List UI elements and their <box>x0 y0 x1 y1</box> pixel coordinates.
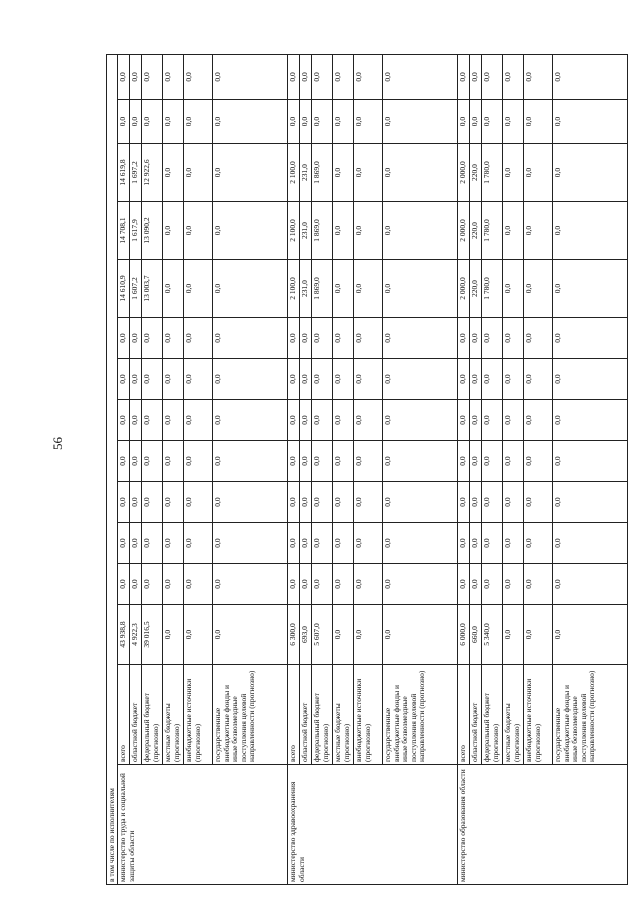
value-cell: 0,0 <box>503 400 524 441</box>
value-cell: 0,0 <box>354 359 383 400</box>
source-label-cell: местные бюджеты (прогнозно) <box>503 665 524 765</box>
value-cell: 0,0 <box>213 54 288 99</box>
value-cell: 0,0 <box>458 523 470 564</box>
value-cell: 0,0 <box>163 318 184 359</box>
value-cell: 1 780,0 <box>482 260 503 318</box>
value-cell: 0,0 <box>213 400 288 441</box>
value-cell: 2 100,0 <box>288 144 300 202</box>
value-cell: 0,0 <box>288 523 300 564</box>
value-cell: 0,0 <box>118 441 130 482</box>
source-label-cell: всего <box>118 665 130 765</box>
value-cell: 0,0 <box>553 260 628 318</box>
value-cell: 660,0 <box>470 605 482 665</box>
value-cell: 0,0 <box>184 144 213 202</box>
value-cell: 0,0 <box>163 564 184 605</box>
value-cell: 0,0 <box>130 564 142 605</box>
value-cell: 0,0 <box>482 400 503 441</box>
value-cell: 0,0 <box>213 359 288 400</box>
value-cell: 0,0 <box>354 441 383 482</box>
value-cell: 0,0 <box>524 202 553 260</box>
value-cell: 0,0 <box>458 359 470 400</box>
source-label-cell: государственные внебюджетные фонды и иные безвозмездные поступления целевой направленности (прогнозно) <box>553 665 628 765</box>
table-row <box>163 54 184 884</box>
value-cell: 0,0 <box>524 359 553 400</box>
value-cell: 220,0 <box>470 260 482 318</box>
value-cell: 0,0 <box>300 441 312 482</box>
value-cell: 0,0 <box>482 564 503 605</box>
value-cell: 0,0 <box>553 564 628 605</box>
source-label-cell: местные бюджеты (прогнозно) <box>333 665 354 765</box>
value-cell: 0,0 <box>163 441 184 482</box>
value-cell: 0,0 <box>163 260 184 318</box>
value-cell: 13 090,2 <box>142 202 163 260</box>
value-cell: 0,0 <box>142 100 163 144</box>
value-cell: 0,0 <box>383 564 458 605</box>
value-cell: 0,0 <box>184 441 213 482</box>
value-cell: 0,0 <box>553 523 628 564</box>
value-cell: 0,0 <box>288 100 300 144</box>
value-cell: 0,0 <box>184 564 213 605</box>
value-cell: 0,0 <box>184 359 213 400</box>
value-cell: 0,0 <box>163 359 184 400</box>
value-cell: 0,0 <box>354 100 383 144</box>
value-cell: 2 100,0 <box>288 202 300 260</box>
value-cell: 0,0 <box>163 100 184 144</box>
value-cell: 0,0 <box>163 523 184 564</box>
source-label-cell: государственные внебюджетные фонды и иные безвозмездные поступления целевой направленности (прогнозно) <box>213 665 288 765</box>
value-cell: 5 340,0 <box>482 605 503 665</box>
value-cell: 0,0 <box>163 54 184 99</box>
value-cell: 0,0 <box>470 54 482 99</box>
source-label-cell: всего <box>288 665 300 765</box>
source-label-cell: областной бюджет <box>470 665 482 765</box>
value-cell: 0,0 <box>333 523 354 564</box>
value-cell: 0,0 <box>482 482 503 523</box>
value-cell: 0,0 <box>482 441 503 482</box>
value-cell: 0,0 <box>470 400 482 441</box>
value-cell: 0,0 <box>300 564 312 605</box>
value-cell: 0,0 <box>333 54 354 99</box>
value-cell: 0,0 <box>312 564 333 605</box>
value-cell: 0,0 <box>118 359 130 400</box>
value-cell: 0,0 <box>458 54 470 99</box>
value-cell: 0,0 <box>288 482 300 523</box>
value-cell: 0,0 <box>184 523 213 564</box>
source-label-cell: государственные внебюджетные фонды и иные безвозмездные поступления целевой направленности (прогнозно) <box>383 665 458 765</box>
value-cell: 0,0 <box>130 359 142 400</box>
value-cell: 0,0 <box>470 441 482 482</box>
value-cell: 14 619,8 <box>118 144 130 202</box>
value-cell: 0,0 <box>142 318 163 359</box>
table-row <box>130 54 142 884</box>
table-row <box>213 54 288 884</box>
value-cell: 0,0 <box>333 400 354 441</box>
value-cell: 0,0 <box>383 202 458 260</box>
value-cell: 0,0 <box>333 441 354 482</box>
value-cell: 0,0 <box>184 400 213 441</box>
value-cell: 0,0 <box>553 482 628 523</box>
value-cell: 0,0 <box>333 605 354 665</box>
value-cell: 1 607,2 <box>130 260 142 318</box>
value-cell: 1 869,0 <box>312 202 333 260</box>
value-cell: 0,0 <box>130 441 142 482</box>
value-cell: 0,0 <box>470 523 482 564</box>
value-cell: 0,0 <box>130 54 142 99</box>
source-label-cell: областной бюджет <box>130 665 142 765</box>
value-cell: 0,0 <box>333 100 354 144</box>
value-cell: 220,0 <box>470 144 482 202</box>
value-cell: 13 003,7 <box>142 260 163 318</box>
table-row <box>383 54 458 884</box>
value-cell: 0,0 <box>213 441 288 482</box>
value-cell: 0,0 <box>163 605 184 665</box>
value-cell: 14 610,9 <box>118 260 130 318</box>
table-row <box>333 54 354 884</box>
value-cell: 0,0 <box>288 318 300 359</box>
value-cell: 0,0 <box>503 144 524 202</box>
value-cell: 0,0 <box>130 100 142 144</box>
value-cell: 0,0 <box>142 400 163 441</box>
value-cell: 0,0 <box>333 202 354 260</box>
value-cell: 2 000,0 <box>458 202 470 260</box>
source-label-cell: федеральный бюджет (прогнозно) <box>482 665 503 765</box>
value-cell: 231,0 <box>300 202 312 260</box>
source-label-cell: внебюджетные источники (прогнозно) <box>524 665 553 765</box>
value-cell: 39 016,5 <box>142 605 163 665</box>
value-cell: 0,0 <box>213 523 288 564</box>
value-cell: 0,0 <box>354 54 383 99</box>
value-cell: 0,0 <box>288 54 300 99</box>
rotated-table-wrapper <box>106 55 597 885</box>
value-cell: 0,0 <box>383 144 458 202</box>
value-cell: 0,0 <box>118 523 130 564</box>
value-cell: 0,0 <box>354 523 383 564</box>
value-cell: 0,0 <box>524 605 553 665</box>
value-cell: 0,0 <box>333 359 354 400</box>
value-cell: 0,0 <box>288 359 300 400</box>
value-cell: 0,0 <box>524 318 553 359</box>
value-cell: 0,0 <box>354 400 383 441</box>
value-cell: 0,0 <box>142 359 163 400</box>
value-cell: 0,0 <box>142 482 163 523</box>
value-cell: 0,0 <box>503 482 524 523</box>
value-cell: 0,0 <box>300 100 312 144</box>
value-cell: 0,0 <box>503 441 524 482</box>
value-cell: 0,0 <box>470 482 482 523</box>
value-cell: 0,0 <box>118 482 130 523</box>
table-row <box>118 54 130 884</box>
value-cell: 0,0 <box>213 482 288 523</box>
value-cell: 0,0 <box>184 100 213 144</box>
header-cell: в том числе по исполнителям <box>107 54 118 884</box>
value-cell: 0,0 <box>503 359 524 400</box>
value-cell: 0,0 <box>300 318 312 359</box>
value-cell: 0,0 <box>470 564 482 605</box>
value-cell: 0,0 <box>213 202 288 260</box>
value-cell: 0,0 <box>142 441 163 482</box>
value-cell: 0,0 <box>300 482 312 523</box>
value-cell: 1 697,2 <box>130 144 142 202</box>
value-cell: 0,0 <box>333 564 354 605</box>
value-cell: 0,0 <box>553 605 628 665</box>
budget-table <box>106 54 628 885</box>
value-cell: 0,0 <box>163 202 184 260</box>
value-cell: 1 780,0 <box>482 202 503 260</box>
value-cell: 0,0 <box>312 359 333 400</box>
value-cell: 0,0 <box>458 482 470 523</box>
value-cell: 0,0 <box>553 318 628 359</box>
value-cell: 0,0 <box>163 482 184 523</box>
value-cell: 0,0 <box>300 54 312 99</box>
value-cell: 0,0 <box>312 318 333 359</box>
value-cell: 0,0 <box>213 100 288 144</box>
source-label-cell: областной бюджет <box>300 665 312 765</box>
value-cell: 0,0 <box>503 202 524 260</box>
value-cell: 0,0 <box>482 359 503 400</box>
value-cell: 0,0 <box>482 523 503 564</box>
value-cell: 0,0 <box>118 318 130 359</box>
value-cell: 0,0 <box>354 144 383 202</box>
value-cell: 0,0 <box>130 318 142 359</box>
value-cell: 0,0 <box>118 400 130 441</box>
value-cell: 0,0 <box>142 523 163 564</box>
value-cell: 0,0 <box>383 523 458 564</box>
value-cell: 0,0 <box>213 318 288 359</box>
value-cell: 0,0 <box>383 260 458 318</box>
value-cell: 0,0 <box>213 564 288 605</box>
value-cell: 0,0 <box>312 441 333 482</box>
value-cell: 0,0 <box>524 100 553 144</box>
value-cell: 0,0 <box>482 100 503 144</box>
value-cell: 0,0 <box>503 523 524 564</box>
value-cell: 0,0 <box>503 100 524 144</box>
value-cell: 4 922,3 <box>130 605 142 665</box>
value-cell: 0,0 <box>333 482 354 523</box>
source-label-cell: федеральный бюджет (прогнозно) <box>312 665 333 765</box>
value-cell: 0,0 <box>383 318 458 359</box>
value-cell: 0,0 <box>553 144 628 202</box>
value-cell: 0,0 <box>458 318 470 359</box>
value-cell: 0,0 <box>553 441 628 482</box>
value-cell: 0,0 <box>524 441 553 482</box>
value-cell: 0,0 <box>300 523 312 564</box>
value-cell: 0,0 <box>333 144 354 202</box>
executor-cell: министерство труда и социальной защиты области <box>118 765 288 885</box>
value-cell: 0,0 <box>458 564 470 605</box>
value-cell: 0,0 <box>312 400 333 441</box>
value-cell: 0,0 <box>312 54 333 99</box>
table-row <box>142 54 163 884</box>
table-row <box>312 54 333 884</box>
value-cell: 0,0 <box>458 400 470 441</box>
value-cell: 0,0 <box>184 482 213 523</box>
value-cell: 0,0 <box>503 605 524 665</box>
value-cell: 1 869,0 <box>312 144 333 202</box>
value-cell: 0,0 <box>383 54 458 99</box>
value-cell: 0,0 <box>482 318 503 359</box>
value-cell: 0,0 <box>553 54 628 99</box>
value-cell: 0,0 <box>553 202 628 260</box>
value-cell: 0,0 <box>354 260 383 318</box>
value-cell: 0,0 <box>354 482 383 523</box>
table-row <box>524 54 553 884</box>
value-cell: 0,0 <box>213 144 288 202</box>
value-cell: 0,0 <box>142 564 163 605</box>
value-cell: 0,0 <box>383 605 458 665</box>
value-cell: 0,0 <box>118 564 130 605</box>
table-row <box>288 54 300 884</box>
value-cell: 0,0 <box>524 400 553 441</box>
value-cell: 0,0 <box>524 260 553 318</box>
value-cell: 0,0 <box>458 441 470 482</box>
table-row <box>503 54 524 884</box>
executor-cell: министерство образования области <box>458 765 628 885</box>
value-cell: 0,0 <box>383 400 458 441</box>
value-cell: 0,0 <box>333 318 354 359</box>
value-cell: 0,0 <box>553 359 628 400</box>
table-header-row <box>107 54 118 884</box>
value-cell: 2 000,0 <box>458 144 470 202</box>
table-row <box>482 54 503 884</box>
value-cell: 0,0 <box>300 400 312 441</box>
value-cell: 0,0 <box>524 564 553 605</box>
value-cell: 0,0 <box>553 100 628 144</box>
value-cell: 0,0 <box>524 523 553 564</box>
value-cell: 0,0 <box>213 260 288 318</box>
value-cell: 231,0 <box>300 144 312 202</box>
value-cell: 0,0 <box>458 100 470 144</box>
value-cell: 0,0 <box>524 482 553 523</box>
value-cell: 0,0 <box>503 260 524 318</box>
table-row <box>300 54 312 884</box>
value-cell: 14 708,1 <box>118 202 130 260</box>
value-cell: 0,0 <box>288 400 300 441</box>
value-cell: 0,0 <box>470 318 482 359</box>
value-cell: 0,0 <box>482 54 503 99</box>
executor-cell: министерство здравоохранения области <box>288 765 458 885</box>
value-cell: 2 100,0 <box>288 260 300 318</box>
value-cell: 0,0 <box>354 202 383 260</box>
table-row <box>184 54 213 884</box>
source-label-cell: внебюджетные источники (прогнозно) <box>354 665 383 765</box>
value-cell: 0,0 <box>383 441 458 482</box>
value-cell: 0,0 <box>383 100 458 144</box>
value-cell: 2 000,0 <box>458 260 470 318</box>
value-cell: 0,0 <box>354 605 383 665</box>
value-cell: 0,0 <box>470 359 482 400</box>
value-cell: 0,0 <box>163 400 184 441</box>
value-cell: 0,0 <box>288 441 300 482</box>
table-row <box>470 54 482 884</box>
value-cell: 1 869,0 <box>312 260 333 318</box>
value-cell: 0,0 <box>118 100 130 144</box>
value-cell: 5 607,0 <box>312 605 333 665</box>
value-cell: 0,0 <box>130 400 142 441</box>
value-cell: 0,0 <box>524 144 553 202</box>
value-cell: 6 000,0 <box>458 605 470 665</box>
value-cell: 0,0 <box>163 144 184 202</box>
value-cell: 0,0 <box>333 260 354 318</box>
value-cell: 0,0 <box>312 100 333 144</box>
source-label-cell: местные бюджеты (прогнозно) <box>163 665 184 765</box>
value-cell: 0,0 <box>184 202 213 260</box>
value-cell: 1 780,0 <box>482 144 503 202</box>
value-cell: 231,0 <box>300 260 312 318</box>
value-cell: 0,0 <box>553 400 628 441</box>
value-cell: 0,0 <box>503 564 524 605</box>
value-cell: 693,0 <box>300 605 312 665</box>
value-cell: 0,0 <box>130 482 142 523</box>
value-cell: 1 617,9 <box>130 202 142 260</box>
source-label-cell: федеральный бюджет (прогнозно) <box>142 665 163 765</box>
value-cell: 43 938,8 <box>118 605 130 665</box>
value-cell: 0,0 <box>524 54 553 99</box>
table-row <box>458 54 470 884</box>
value-cell: 0,0 <box>213 605 288 665</box>
page-number: 56 <box>50 437 65 450</box>
value-cell: 12 922,6 <box>142 144 163 202</box>
value-cell: 0,0 <box>383 359 458 400</box>
value-cell: 0,0 <box>354 564 383 605</box>
value-cell: 0,0 <box>184 318 213 359</box>
value-cell: 0,0 <box>470 100 482 144</box>
value-cell: 220,0 <box>470 202 482 260</box>
value-cell: 0,0 <box>130 523 142 564</box>
value-cell: 0,0 <box>142 54 163 99</box>
value-cell: 0,0 <box>184 605 213 665</box>
value-cell: 0,0 <box>503 54 524 99</box>
value-cell: 0,0 <box>503 318 524 359</box>
table-row <box>354 54 383 884</box>
value-cell: 0,0 <box>312 523 333 564</box>
value-cell: 0,0 <box>118 54 130 99</box>
value-cell: 0,0 <box>383 482 458 523</box>
value-cell: 0,0 <box>300 359 312 400</box>
source-label-cell: всего <box>458 665 470 765</box>
value-cell: 0,0 <box>288 564 300 605</box>
value-cell: 0,0 <box>312 482 333 523</box>
value-cell: 6 300,0 <box>288 605 300 665</box>
value-cell: 0,0 <box>354 318 383 359</box>
value-cell: 0,0 <box>184 260 213 318</box>
value-cell: 0,0 <box>184 54 213 99</box>
table-row <box>553 54 628 884</box>
source-label-cell: внебюджетные источники (прогнозно) <box>184 665 213 765</box>
